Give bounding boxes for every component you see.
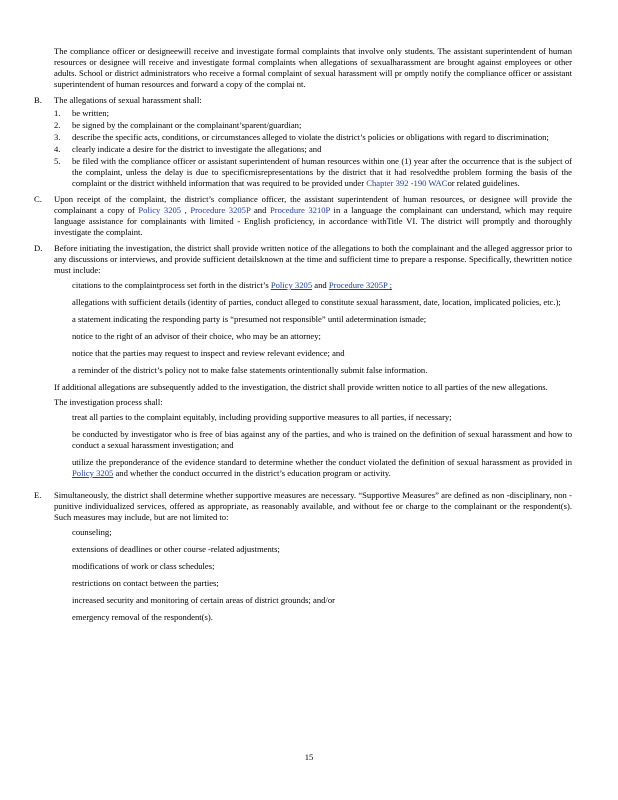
item-text-part: be filed with the compliance officer or assistant superintendent of human resources within one (1) year after the occurrence that is the subject of the complaint, unless the delay is due to specificmisrepresentations by the district that it had resolvedthe problem forming the basis of the complaint or the district withheld information that was required to be provided under (72, 156, 572, 188)
list-item (54, 429, 572, 451)
list-item (54, 132, 572, 143)
item-text: notice to the right of an advisor of their choice, who may be an attorney; (72, 331, 321, 341)
list-item (54, 365, 572, 376)
item-number: 1. (54, 108, 61, 118)
page-number: 15 (304, 752, 314, 762)
list-item (54, 595, 572, 606)
bullet-icon (54, 280, 72, 291)
section-e-label: E. (34, 490, 42, 500)
bullet-icon (54, 561, 72, 572)
list-item (54, 144, 572, 155)
section-c (34, 194, 572, 238)
list-item (54, 544, 572, 555)
process-heading: The investigation process shall: (54, 397, 163, 407)
procedure-3205p-link[interactable]: Procedure 3205P (328, 280, 388, 290)
chapter-392-190-wac-link[interactable]: Chapter 392 -190 WAC (366, 178, 448, 188)
process-list (54, 412, 572, 479)
document-page (34, 46, 572, 629)
text-part: utilize the preponderance of the evidence standard to determine whether the conduct violated the definition of sexual harassment as provided in (72, 457, 572, 467)
bullet-icon (54, 544, 72, 555)
item-number: 2. (54, 120, 61, 130)
list-item (54, 120, 572, 131)
item-text: be signed by the complainant or the complainant’sparent/guardian; (72, 120, 302, 130)
item-text: a reminder of the district’s policy not to make false statements orintentionally submit false information. (72, 365, 428, 375)
section-c-text (54, 194, 572, 238)
section-b-list (54, 108, 572, 189)
policy-3205-link[interactable]: Policy 3205 (138, 205, 182, 215)
item-text: clearly indicate a desire for the district to investigate the allegations; and (72, 144, 322, 154)
item-text: a statement indicating the responding party is “presumed not responsible” until adetermination ismade; (72, 314, 427, 324)
supportive-measures-list (54, 527, 572, 623)
bullet-icon (54, 429, 72, 451)
section-b (34, 95, 572, 189)
section-d (34, 243, 572, 485)
list-item (54, 457, 572, 479)
item-text (72, 156, 572, 189)
text-part: in a language the complainant can understand, which may require language assistance for complainants with limited - English proficiency, in accordance withTitle VI. The district will promptly and thoroughly investigate the complaint. (54, 205, 572, 237)
section-c-label: C. (34, 194, 42, 204)
intro-paragraph: The compliance officer or designeewill receive and investigate formal complaints that involve only students. The assistant superintendent of human resources or designee will receive and investigate formal complaints when allegations of sexualharassment are brought against employees or other adults. School or district administrators who receive a formal complaint of sexual harassment will pr omptly notify the compliance officer or assistant superintendent of human resources and forward a copy of the complai nt. (54, 46, 572, 89)
list-item (54, 108, 572, 119)
section-b-label: B. (34, 95, 42, 105)
bullet-icon (54, 578, 72, 589)
text-part: citations to the complaintprocess set forth in the district’s (72, 280, 271, 290)
item-text: increased security and monitoring of certain areas of district grounds; and/or (72, 595, 335, 605)
bullet-icon (54, 457, 72, 479)
bullet-icon (54, 612, 72, 623)
item-text: modifications of work or class schedules; (72, 561, 215, 571)
item-text: extensions of deadlines or other course -related adjustments; (72, 544, 280, 554)
item-number: 5. (54, 156, 61, 166)
procedure-3205p-link[interactable]: Procedure 3205P (190, 205, 251, 215)
section-e-heading: Simultaneously, the district shall determine whether supportive measures are necessary. “Supportive Measures” are defined as non -disciplinary, non - punitive individualized services, offered as appropriate, as reasonably available, and without fee or charge to the complainant or the respondent(s). Such measures may include, but are not limited to: (54, 490, 572, 522)
policy-3205-link[interactable]: Policy 3205 (72, 468, 114, 478)
section-b-heading: The allegations of sexual harassment shall: (54, 95, 202, 105)
list-item (54, 612, 572, 623)
list-item (54, 527, 572, 538)
text-part: , (181, 205, 191, 215)
item-text: allegations with sufficient details (identity of parties, conduct alleged to constitute sexual harassment, date, location, implicated policies, etc.); (72, 297, 561, 307)
item-text: treat all parties to the complaint equitably, including providing supportive measures to all parties, if necessary; (72, 412, 452, 422)
item-number: 4. (54, 144, 61, 154)
list-item (54, 297, 572, 308)
bullet-icon (54, 331, 72, 342)
section-d-heading: Before initiating the investigation, the district shall provide written notice of the allegations to both the complainant and the alleged aggressor prior to any discussions or interviews, and provide sufficient detailsknown at the time and sufficient time to prepare a response. Specifically, thewritten notice must include: (54, 243, 572, 275)
list-item (54, 314, 572, 325)
section-e (34, 490, 572, 629)
list-item (54, 561, 572, 572)
text-part: and whether the conduct occurred in the district’s education program or activity. (113, 468, 391, 478)
text-part: ; (387, 280, 393, 290)
bullet-icon (54, 412, 72, 423)
item-text: be written; (72, 108, 109, 118)
additional-allegations-paragraph: If additional allegations are subsequently added to the investigation, the district shall provide written notice to all parties of the new allegations. (54, 382, 548, 392)
list-item (54, 331, 572, 342)
item-text: restrictions on contact between the parties; (72, 578, 219, 588)
policy-3205-link[interactable]: Policy 3205 (270, 280, 313, 290)
list-item (54, 412, 572, 423)
notice-list (54, 280, 572, 376)
text-part: Upon receipt of the complaint, the district’s compliance officer, the assistant superintendent of human resources, or designee will provide the complainant a copy of (54, 194, 572, 215)
text-part: and (312, 280, 329, 290)
item-text: be conducted by investigator who is free of bias against any of the parties, and who is trained on the definition of sexual harassment and how to conduct a sexual harassment investigation; and (72, 429, 572, 450)
bullet-icon (54, 527, 72, 538)
text-part: and (250, 205, 270, 215)
item-text-part: or related guidelines. (447, 178, 520, 188)
list-item (54, 348, 572, 359)
bullet-icon (54, 297, 72, 308)
list-item (54, 156, 572, 189)
procedure-3210p-link[interactable]: Procedure 3210P (269, 205, 330, 215)
item-text: describe the specific acts, conditions, or circumstances alleged to violate the district’s policies or obligations with regard to discrimination; (72, 132, 549, 142)
bullet-icon (54, 348, 72, 359)
bullet-icon (54, 365, 72, 376)
item-text: emergency removal of the respondent(s). (72, 612, 213, 622)
list-item (54, 280, 572, 291)
bullet-icon (54, 595, 72, 606)
bullet-icon (54, 314, 72, 325)
item-number: 3. (54, 132, 61, 142)
list-item (54, 578, 572, 589)
item-text: counseling; (72, 527, 112, 537)
item-text: notice that the parties may request to inspect and review relevant evidence; and (72, 348, 345, 358)
section-d-label: D. (34, 243, 43, 253)
